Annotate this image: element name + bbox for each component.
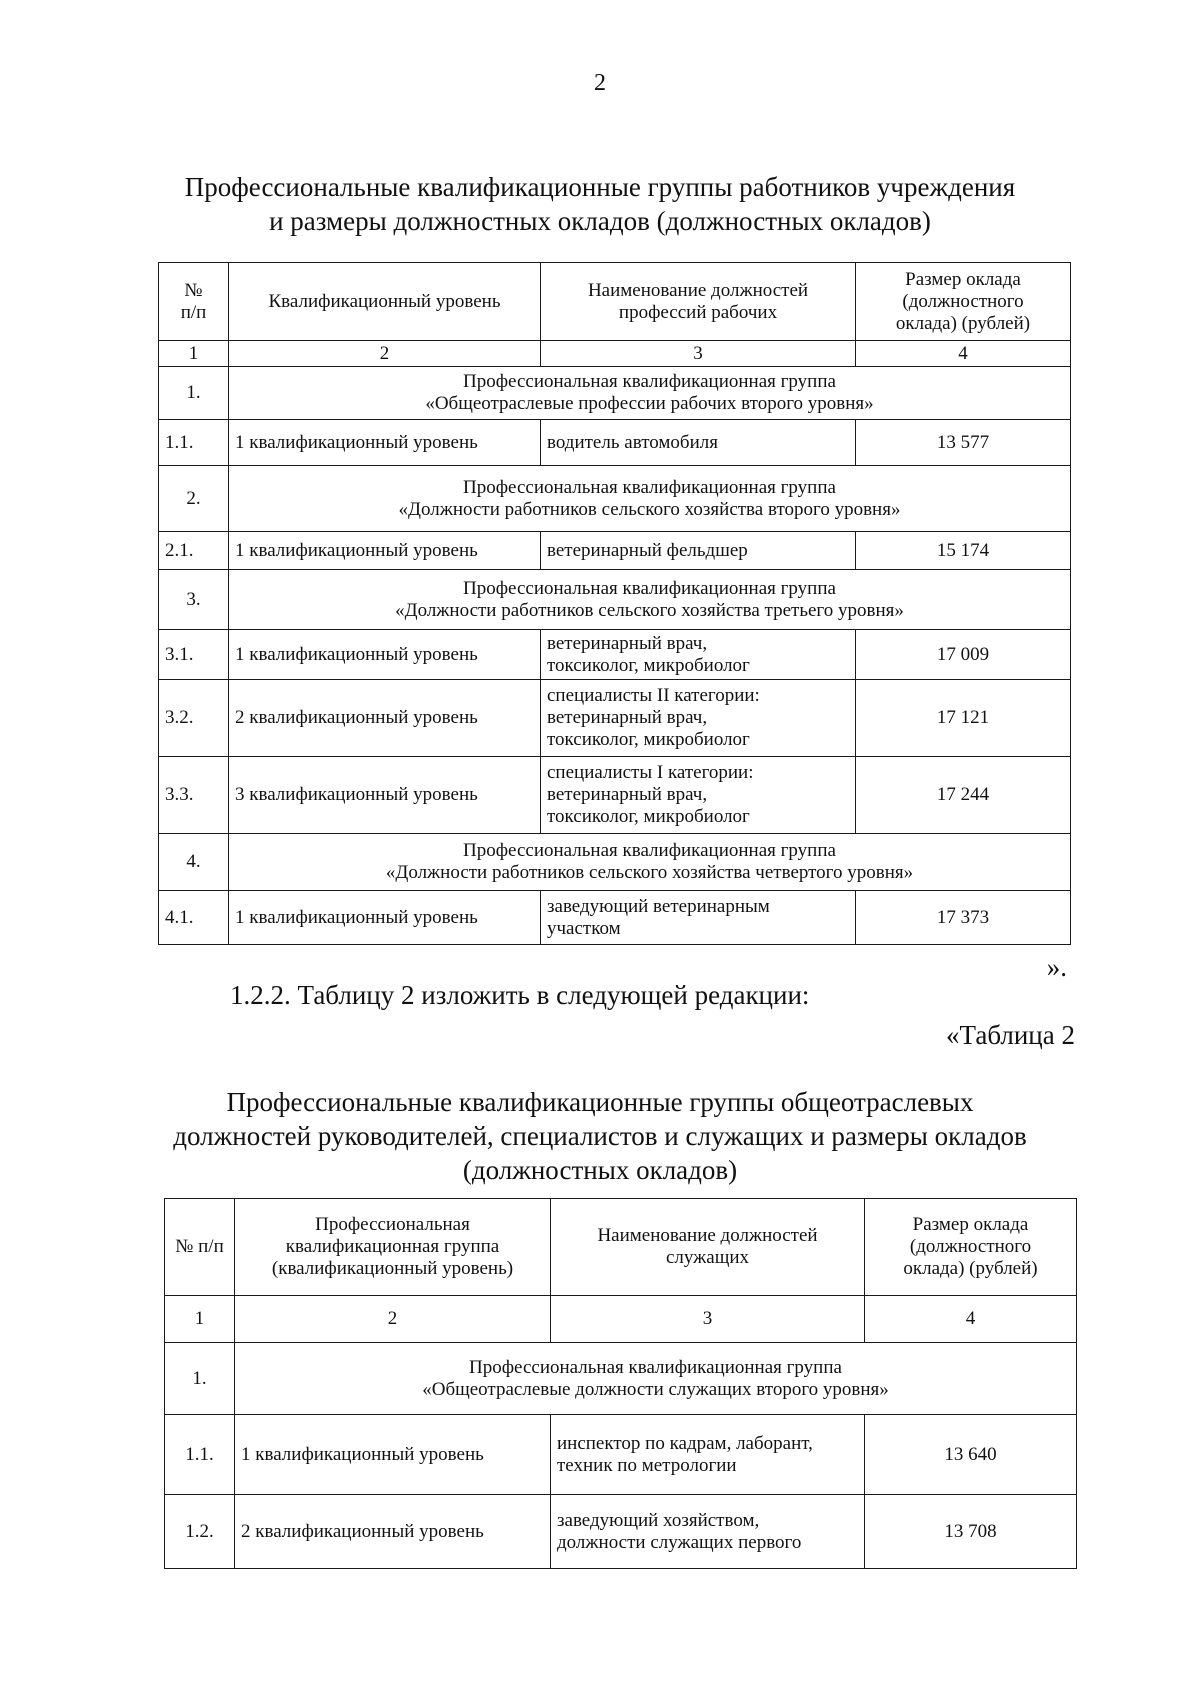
table-row: [159, 532, 1071, 570]
row-level: 2 квалификационный уровень: [235, 1495, 551, 1569]
table-label: «Таблица 2: [946, 1020, 1075, 1050]
table-row: [165, 1495, 1077, 1569]
group-row: [159, 466, 1071, 532]
col-number: 2: [235, 1296, 551, 1343]
table-row: [159, 757, 1071, 834]
table1: [158, 262, 1071, 945]
table1-title-line1: Профессиональные квалификационные группы работников учреждения: [184, 172, 1016, 202]
table2-title-line3: (должностных окладов): [462, 1155, 738, 1185]
table-row: [159, 891, 1071, 945]
row-position: специалисты I категории: ветеринарный врач, токсиколог, микробиолог: [541, 757, 856, 834]
col-number: 1: [159, 341, 229, 367]
col-number: 3: [551, 1296, 865, 1343]
row-num: 3.1.: [159, 630, 229, 680]
group-title: Профессиональная квалификационная группа «Общеотраслевые профессии рабочих второго уровня»: [229, 367, 1071, 420]
group-num: 4.: [159, 834, 229, 891]
group-num: 1.: [165, 1343, 235, 1415]
row-num: 2.1.: [159, 532, 229, 570]
row-salary: 17 244: [856, 757, 1071, 834]
group-row: [159, 834, 1071, 891]
row-salary: 13 708: [865, 1495, 1077, 1569]
group-title: Профессиональная квалификационная группа «Должности работников сельского хозяйства третьего уровня»: [229, 570, 1071, 630]
row-position: специалисты II категории: ветеринарный врач, токсиколог, микробиолог: [541, 680, 856, 757]
row-num: 3.2.: [159, 680, 229, 757]
col-number: 4: [865, 1296, 1077, 1343]
table2: [164, 1198, 1077, 1569]
group-num: 1.: [159, 367, 229, 420]
row-salary: 17 121: [856, 680, 1071, 757]
table2-column-numbers: [165, 1296, 1077, 1343]
row-position: заведующий хозяйством, должности служащих первого: [551, 1495, 865, 1569]
table1-title: [0, 170, 1200, 238]
row-salary: 13 577: [856, 420, 1071, 466]
row-num: 4.1.: [159, 891, 229, 945]
col-number: 2: [229, 341, 541, 367]
table1-column-numbers: [159, 341, 1071, 367]
row-num: 1.2.: [165, 1495, 235, 1569]
table1-title-line2: и размеры должностных окладов (должностных окладов): [269, 206, 931, 236]
row-level: 1 квалификационный уровень: [229, 891, 541, 945]
row-level: 1 квалификационный уровень: [235, 1415, 551, 1495]
group-title: Профессиональная квалификационная группа «Должности работников сельского хозяйства второго уровня»: [229, 466, 1071, 532]
table2-title-line1: Профессиональные квалификационные группы общеотраслевых: [226, 1087, 974, 1117]
group-num: 3.: [159, 570, 229, 630]
header-salary: Размер оклада (должностного оклада) (рублей): [856, 263, 1071, 341]
row-salary: 13 640: [865, 1415, 1077, 1495]
closing-quote: ».: [1046, 952, 1067, 982]
table2-title-line2: должностей руководителей, специалистов и служащих и размеры окладов: [173, 1121, 1027, 1151]
group-row: [165, 1343, 1077, 1415]
instruction-text: 1.2.2. Таблицу 2 изложить в следующей редакции:: [230, 980, 810, 1010]
table2-header-row: [165, 1199, 1077, 1296]
row-position: инспектор по кадрам, лаборант, техник по метрологии: [551, 1415, 865, 1495]
group-title: Профессиональная квалификационная группа «Общеотраслевые должности служащих второго уровня»: [235, 1343, 1077, 1415]
table-row: [159, 630, 1071, 680]
header-salary: Размер оклада (должностного оклада) (рублей): [865, 1199, 1077, 1296]
header-num: № п/п: [165, 1199, 235, 1296]
table-row: [159, 420, 1071, 466]
table-row: [165, 1415, 1077, 1495]
row-salary: 17 009: [856, 630, 1071, 680]
row-position: ветеринарный фельдшер: [541, 532, 856, 570]
row-salary: 15 174: [856, 532, 1071, 570]
group-row: [159, 570, 1071, 630]
group-title: Профессиональная квалификационная группа «Должности работников сельского хозяйства четвертого уровня»: [229, 834, 1071, 891]
row-level: 1 квалификационный уровень: [229, 420, 541, 466]
row-level: 1 квалификационный уровень: [229, 532, 541, 570]
header-position: Наименование должностей профессий рабочих: [541, 263, 856, 341]
row-position: ветеринарный врач, токсиколог, микробиолог: [541, 630, 856, 680]
row-level: 1 квалификационный уровень: [229, 630, 541, 680]
row-num: 1.1.: [165, 1415, 235, 1495]
group-row: [159, 367, 1071, 420]
header-level: Квалификационный уровень: [229, 263, 541, 341]
col-number: 1: [165, 1296, 235, 1343]
header-position: Наименование должностей служащих: [551, 1199, 865, 1296]
row-num: 1.1.: [159, 420, 229, 466]
row-level: 2 квалификационный уровень: [229, 680, 541, 757]
col-number: 3: [541, 341, 856, 367]
table-row: [159, 680, 1071, 757]
table2-title: [0, 1085, 1200, 1187]
group-num: 2.: [159, 466, 229, 532]
row-num: 3.3.: [159, 757, 229, 834]
col-number: 4: [856, 341, 1071, 367]
table1-header-row: [159, 263, 1071, 341]
row-salary: 17 373: [856, 891, 1071, 945]
row-position: водитель автомобиля: [541, 420, 856, 466]
page-number: 2: [594, 70, 606, 96]
row-level: 3 квалификационный уровень: [229, 757, 541, 834]
row-position: заведующий ветеринарным участком: [541, 891, 856, 945]
header-num: № п/п: [159, 263, 229, 341]
header-group: Профессиональная квалификационная группа (квалификационный уровень): [235, 1199, 551, 1296]
